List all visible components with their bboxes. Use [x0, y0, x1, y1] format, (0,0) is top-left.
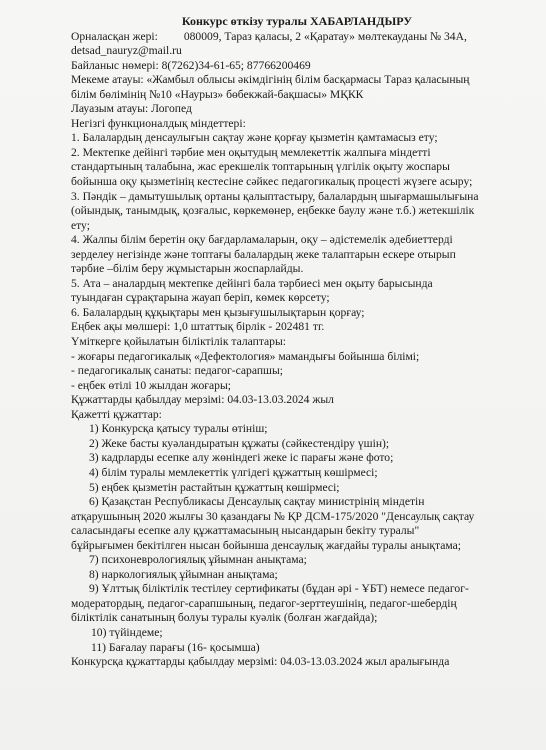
document-item-6-line: саласындағы есепке алу құжаттамасының нысандарын бекіту туралы"	[71, 524, 420, 538]
documents-list	[71, 422, 523, 655]
salary-line: Еңбек ақы мөлшері: 1,0 штаттық бірлік - 202481 тг.	[71, 320, 325, 334]
document-item: 10) түйіндеме;	[91, 625, 163, 639]
document-item-9-line: біліктілік санатының болуы туралы куәлік (болған жағдайда);	[71, 611, 378, 625]
organization-line-1: Мекеме атауы: «Жамбыл облысы әкімдігінің білім басқармасы Тараз қаласының	[71, 73, 470, 87]
duty-line: 3. Пәндік – дамытушылық ортаны қалыптастыру, балалардың шығармашылығына	[71, 189, 479, 203]
document-item: 4) білім туралы мемлекеттік үлгідегі құжаттың көшірмесі;	[89, 465, 378, 479]
duty-line: 1. Балалардың денсаулығын сақтау және қорғау қызметін қамтамасыз ету;	[71, 131, 438, 145]
duty-line: стандартының талабына, жас ерекшелік топтарының үлгілік оқыту жоспары	[71, 160, 450, 174]
requirements-heading: Үміткерге қойылатын біліктілік талаптары:	[71, 335, 286, 349]
duty-line: туындаған сұрақтарына жауап беріп, көмек көрсету;	[71, 291, 330, 305]
document-item: 2) Жеке басты куәландыратын құжаты (сәйкестендіру үшін);	[89, 436, 390, 450]
address-line	[71, 30, 523, 45]
document-item-9-line: 9) Ұлттық біліктілік тестілеу сертификаты (бұдан әрі - ҰБТ) немесе педагог-	[89, 582, 469, 596]
documents-heading: Қажетті құжаттар:	[71, 407, 162, 421]
document-item: 1) Конкурсқа қатысу туралы өтініш;	[89, 422, 268, 436]
duty-line: 2. Мектепке дейінгі тәрбие мен оқытудың мемлекеттік жалпыға міндетті	[71, 145, 431, 159]
footer-deadline-line: Конкурсқа құжаттарды қабылдау мерзімі: 04.03-13.03.2024 жыл аралығында	[71, 655, 450, 669]
document-item-6-line: атқарушының 2020 жылғы 30 қазандағы № ҚР ДСМ-175/2020 "Денсаулық сақтау	[71, 509, 475, 523]
document-item: 11) Бағалау парағы (16- қосымша)	[91, 640, 260, 654]
duty-line: зерделеу негізінде және топтағы балалардың жеке талаптарын ескере отырып	[71, 247, 456, 261]
address-label: Орналасқан жері:	[71, 29, 158, 43]
organization-line-2: білім бөлімінің №10 «Наурыз» бөбекжай-бақшасы» МҚКК	[71, 87, 364, 101]
position-line: Лауазым атауы: Логопед	[71, 102, 192, 116]
document-item: 5) еңбек қызметін растайтын құжаттың көшірмесі;	[89, 480, 340, 494]
document-item: 3) кадрларды есепке алу жөніндегі жеке іс парағы және фото;	[89, 451, 394, 465]
duty-line: 4. Жалпы білім беретін оқу бағдарламаларын, оқу – әдістемелік әдебиеттерді	[71, 233, 453, 247]
document-title: Конкурс өткізу туралы ХАБАРЛАНДЫРУ	[181, 14, 413, 28]
document-item-9-line: модератордың, педагог-сарапшының, педагог-зерттеушінің, педагог-шебердің	[71, 596, 457, 610]
announcement-document	[71, 14, 523, 670]
requirement-item: - педагогикалық санаты: педагог-сарапшы;	[71, 364, 283, 378]
duty-line: тәрбие –білім беру жұмыстарын жоспарлайды.	[71, 262, 304, 276]
duties-heading: Негізгі функционалдық міндеттері:	[71, 116, 246, 130]
duty-line: 6. Балалардың құқықтары мен қызығушылықтарын қорғау;	[71, 305, 365, 319]
duty-line: бойынша оқу қызметінің кестесіне сәйкес педагогикалық процесті жүзеге асыру;	[71, 175, 473, 189]
requirement-item: - жоғары педагогикалық «Дефектология» мамандығы бойынша білімі;	[71, 349, 420, 363]
document-item: 8) наркологиялық ұйымнан анықтама;	[89, 567, 278, 581]
duty-line: (ойындық, танымдық, қозғалыс, көркемөнер, еңбекке баулу және т.б.) жетекшілік	[71, 204, 475, 218]
requirement-item: - еңбек өтілі 10 жылдан жоғары;	[71, 378, 231, 392]
duty-line: ету;	[71, 218, 90, 232]
duty-line: 5. Ата – аналардың мектепке дейінгі бала тәрбиесі мен оқыту барысында	[71, 276, 433, 290]
document-item-6-line: 6) Қазақстан Республикасы Денсаулық сақтау министрінің міндетін	[89, 495, 425, 509]
email-link[interactable]: detsad_nauryz@mail.ru	[71, 44, 182, 58]
address-value: 080009, Тараз қаласы, 2 «Қаратау» мөлтекауданы № 34А,	[183, 29, 467, 43]
phone-line: Байланыс нөмері: 8(7262)34-61-65; 87766200469	[71, 58, 311, 72]
duties-list	[71, 131, 523, 320]
document-item: 7) психоневрологиялық ұйымнан анықтама;	[89, 553, 307, 567]
document-item-6-line: бұйрығымен бекітілген нысан бойынша денсаулық жағдайы туралы анықтама;	[71, 538, 461, 552]
deadline-line: Құжаттарды қабылдау мерзімі: 04.03-13.03.2024 жыл	[71, 393, 334, 407]
